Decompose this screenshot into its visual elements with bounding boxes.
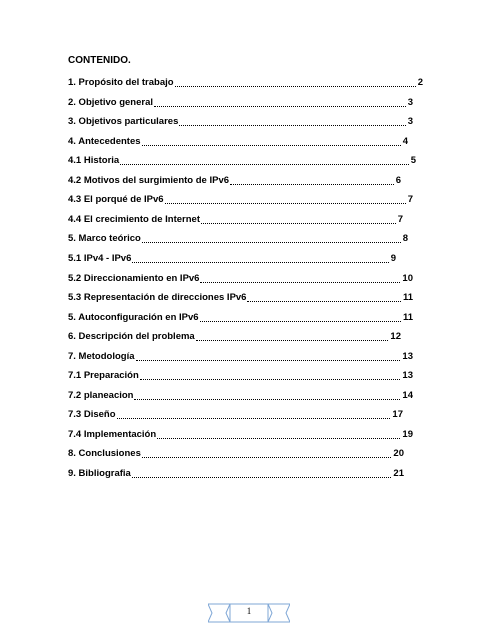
toc-dot-leader [196,340,389,341]
toc-entry-page: 13 [402,370,413,382]
toc-dot-leader [165,203,406,204]
toc-entry-title: 3. Objetivos particulares [68,116,179,128]
toc-dot-leader [134,399,400,400]
toc-entry-title: 4.1 Historia [68,155,120,167]
toc-entry[interactable] [68,369,413,383]
toc-entry-title: 2. Objetivo general [68,96,153,108]
toc-entry[interactable] [68,311,413,325]
toc-dot-leader [230,184,394,185]
toc-entry[interactable] [68,213,403,227]
toc-dot-leader [132,262,388,263]
toc-entry[interactable] [68,76,423,90]
toc-dot-leader [142,145,401,146]
toc-entry[interactable] [68,174,401,188]
toc-entry[interactable] [68,447,404,461]
toc-entry-page: 5 [410,155,416,167]
toc-entry-title: 7.4 Implementación [68,428,157,440]
toc-entry-page: 17 [392,409,403,421]
toc-entry-title: 7.1 Preparación [68,370,139,382]
toc-entry[interactable] [68,272,413,286]
toc-entry-title: 5.2 Direccionamiento en IPv6 [68,272,200,284]
toc-dot-leader [157,438,400,439]
toc-entry[interactable] [68,232,408,246]
toc-entry-title: 6. Descripción del problema [68,331,195,343]
toc-entry-page: 3 [407,96,413,108]
toc-entry-title: 4. Antecedentes [68,135,141,147]
toc-entry-title: 7. Metodología [68,350,135,362]
toc-entry-title: 5.1 IPv4 - IPv6 [68,252,132,264]
page-footer [208,602,290,624]
toc-entry-title: 8. Conclusiones [68,448,141,460]
toc-dot-leader [136,360,401,361]
toc-dot-leader [201,223,396,224]
toc-dot-leader [200,282,400,283]
toc-dot-leader [142,242,401,243]
toc-entry[interactable] [68,350,413,364]
toc-entry-title: 5. Marco teórico [68,233,141,245]
toc-dot-leader [132,477,392,478]
toc-entry-page: 21 [393,468,404,479]
toc-entry[interactable] [68,135,408,149]
toc-entry-page: 3 [407,116,413,128]
toc-entry-title: 7.3 Diseño [68,409,116,421]
toc-dot-leader [140,379,401,380]
toc-entry-page: 20 [393,448,404,460]
toc-entry-page: 9 [390,252,396,264]
toc-entry[interactable] [68,428,413,442]
toc-entry-page: 8 [402,233,408,245]
toc-entry-title: 4.3 El porqué de IPv6 [68,194,164,206]
toc-entry[interactable] [68,154,416,168]
toc-entry-title: 5. Autoconfiguración en IPv6 [68,311,199,323]
toc-dot-leader [117,418,391,419]
toc-entry-page: 6 [395,174,401,186]
toc-entry-page: 11 [402,311,413,323]
toc-entry-title: 7.2 planeacion [68,389,134,401]
toc-entry[interactable] [68,330,401,344]
toc-entry-page: 4 [402,135,408,147]
toc-entry-title: 4.2 Motivos del surgimiento de IPv6 [68,174,230,186]
toc-entry[interactable] [68,291,413,305]
toc-entry[interactable] [68,252,396,266]
toc-entry-page: 7 [407,194,413,206]
toc-entry-page: 10 [402,272,413,284]
toc-dot-leader [154,106,406,107]
toc-entry[interactable] [68,389,413,403]
toc-entry-title: 4.4 El crecimiento de Internet [68,213,200,225]
toc-dot-leader [175,86,416,87]
toc-entry-page: 7 [397,213,403,225]
toc-entry[interactable] [68,193,413,207]
toc-dot-leader [120,164,408,165]
toc-entry-page: 12 [390,331,401,343]
toc-entry-title: 5.3 Representación de direcciones IPv6 [68,292,247,304]
toc-dot-leader [179,125,405,126]
toc-entry[interactable] [68,408,403,422]
toc-entry[interactable] [68,96,413,110]
toc-entry-page: 14 [402,389,413,401]
toc-entry-page: 13 [402,350,413,362]
page-number: 1 [246,606,252,616]
toc-dot-leader [247,301,400,302]
toc-dot-leader [142,457,392,458]
toc-entry[interactable] [68,467,404,481]
toc-entry-page: 2 [417,77,423,88]
toc-entry-page: 19 [402,428,413,440]
toc-entry[interactable] [68,115,413,129]
toc-dot-leader [200,321,401,322]
toc-entry-title: 1. Propósito del trabajo [68,77,174,88]
toc-entry-title: 9. Bibliografia [68,468,131,479]
toc-heading: CONTENIDO. [68,55,131,66]
toc-entry-page: 11 [402,292,413,304]
